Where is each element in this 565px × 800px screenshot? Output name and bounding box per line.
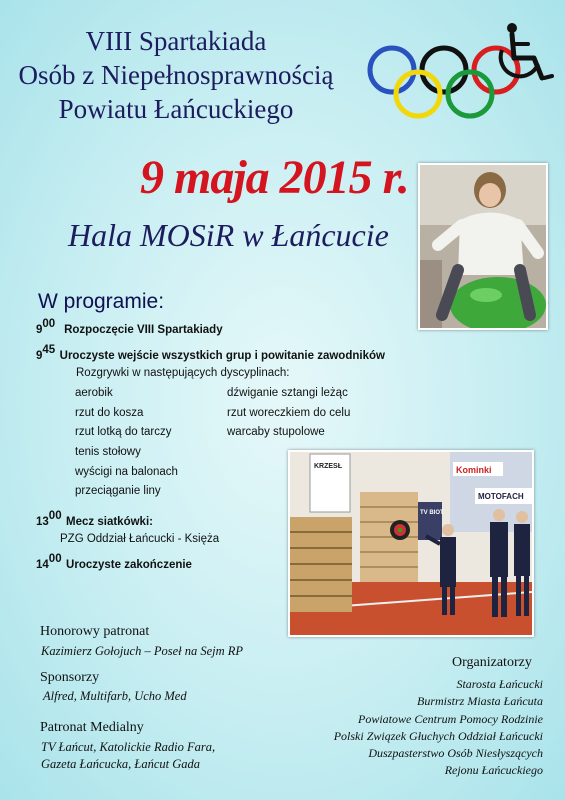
program-item-2 (36, 346, 385, 364)
discipline-item: przeciąganie liny (75, 485, 161, 498)
discipline-item: rzut do kosza (75, 406, 144, 419)
sponsors-label: Sponsorzy (40, 670, 100, 685)
event-venue: Hala MOSiR w Łańcucie (68, 217, 389, 253)
organizer-item: Duszpasterstwo Osób Niesłyszących (368, 746, 543, 761)
item-4-hour: 14 (36, 559, 49, 571)
media-patron-line-1: TV Łańcut, Katolickie Radio Fara, (41, 740, 216, 754)
item-3-text: Mecz siatkówki: (66, 516, 153, 528)
sign-krzesla: KRZESŁ (314, 463, 342, 470)
organizer-item: Burmistrz Miasta Łańcuta (416, 694, 543, 709)
honorary-patron-value: Kazimierz Gołojuch – Poseł na Sejm RP (41, 644, 244, 658)
discipline-item: wyścigi na balonach (75, 465, 178, 478)
program-item-4 (36, 555, 192, 573)
discipline-item: tenis stołowy (75, 446, 141, 459)
discipline-item: warcaby stupolowe (227, 426, 325, 439)
organizer-item: Starosta Łańcucki (456, 677, 543, 691)
program-item-3 (36, 512, 153, 530)
rings-wheelchair-icon (362, 18, 562, 126)
event-date: 9 maja 2015 r. (140, 151, 409, 204)
title-line-1: VIII Spartakiada (85, 26, 267, 56)
item-3-hour: 13 (36, 516, 49, 528)
disciplines-right-list (227, 387, 350, 446)
item-4-min: 00 (48, 553, 62, 565)
item-2-text: Uroczyste wejście wszystkich grup i powitanie zawodników (59, 350, 385, 362)
sign-motofach: MOTOFACH (478, 492, 524, 501)
discipline-item: rzut lotką do tarczy (75, 426, 172, 439)
organizers-list (334, 676, 543, 780)
organizer-item: Rejonu Łańcuckiego (444, 763, 543, 778)
title-line-2: Osób z Niepełnosprawnością (18, 60, 334, 90)
event-title (0, 24, 352, 126)
sign-kominki: Kominki (456, 465, 492, 475)
media-patron-label: Patronat Medialny (40, 720, 144, 735)
program-heading: W programie: (38, 290, 165, 313)
organizers-label: Organizatorzy (452, 655, 532, 670)
item-3-detail: PZG Oddział Łańcucki - Księża (60, 533, 220, 545)
photo-girl-space-hopper (418, 163, 548, 330)
item-1-min: 00 (42, 318, 56, 330)
item-3-min: 00 (48, 510, 62, 522)
media-patron-line-2: Gazeta Łańcucka, Łańcut Gada (41, 757, 201, 771)
organizer-item: Powiatowe Centrum Pomocy Rodzinie (358, 711, 543, 726)
item-4-text: Uroczyste zakończenie (66, 559, 192, 571)
organizer-item: Polski Związek Głuchych Oddział Łańcucki (333, 728, 543, 743)
discipline-item: rzut woreczkiem do celu (227, 406, 351, 419)
disciplines-left-list (75, 387, 178, 505)
item-1-hour: 9 (36, 324, 43, 336)
discipline-item: aerobik (75, 387, 113, 399)
discipline-item: dźwiganie sztangi leżąc (227, 387, 348, 399)
item-1-text: Rozpoczęcie VIII Spartakiady (64, 324, 223, 336)
program-item-1 (36, 320, 223, 338)
sign-tv-biot: TV BIOT (420, 510, 444, 516)
sponsors-value: Alfred, Multifarb, Ucho Med (43, 689, 187, 703)
honorary-patron-label: Honorowy patronat (40, 624, 150, 639)
title-line-3: Powiatu Łańcuckiego (58, 94, 294, 124)
disciplines-intro: Rozgrywki w następujących dyscyplinach: (76, 367, 290, 379)
item-2-hour: 9 (36, 350, 43, 362)
item-2-min: 45 (42, 344, 56, 356)
photo-gym-hall (288, 450, 534, 637)
